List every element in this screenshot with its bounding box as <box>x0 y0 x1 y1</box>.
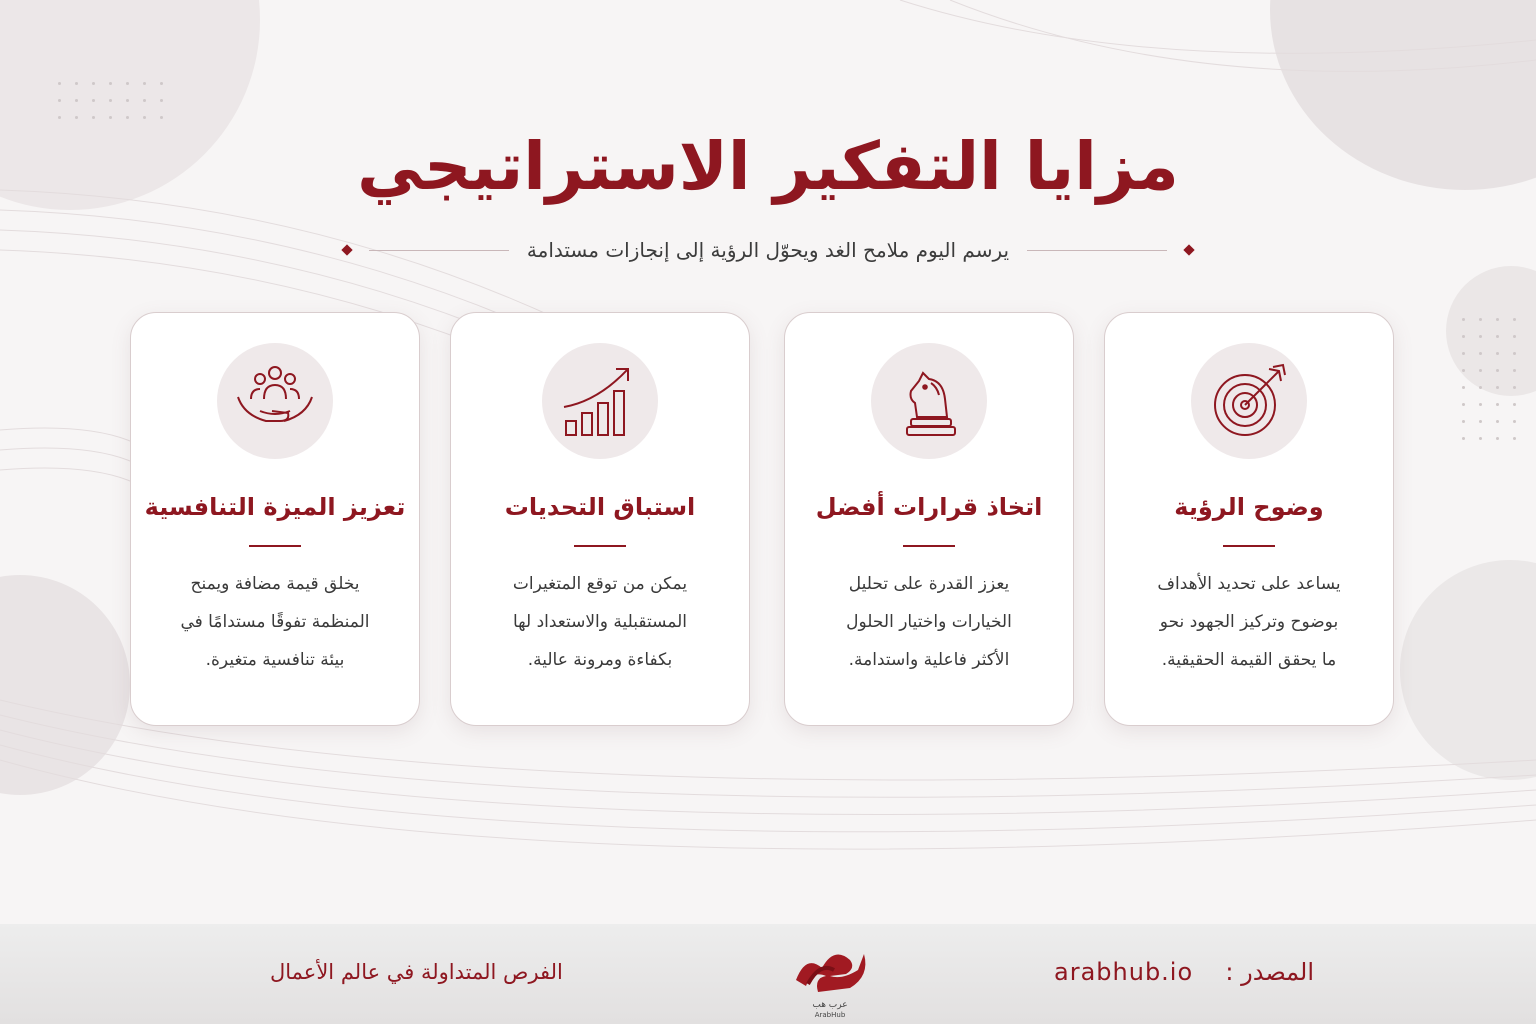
subtitle-row <box>0 232 1536 268</box>
bg-dots-right <box>1462 318 1516 440</box>
footer-tagline: الفرص المتداولة في عالم الأعمال <box>270 960 563 984</box>
card-text-line: بكفاءة ومرونة عالية. <box>527 650 673 670</box>
bg-dots-left <box>58 82 163 119</box>
card-description <box>803 565 1055 679</box>
footer-source-url[interactable]: arabhub.io <box>1054 958 1194 986</box>
card-divider <box>1223 545 1275 547</box>
card-icon-container <box>1191 343 1307 459</box>
card-description <box>149 565 401 679</box>
card-title: تعزيز الميزة التنافسية <box>144 493 406 521</box>
card-icon-container <box>871 343 987 459</box>
growth-chart-icon <box>558 359 642 443</box>
card-better-decisions <box>784 312 1074 726</box>
arabhub-logo-mark <box>790 940 870 1000</box>
card-title: وضوح الرؤية <box>1174 493 1324 521</box>
card-text-line: المستقبلية والاستعداد لها <box>512 612 688 632</box>
card-description <box>469 565 731 679</box>
footer-source-label: المصدر : <box>1225 958 1314 986</box>
card-anticipate-challenges <box>450 312 750 726</box>
card-icon-container <box>542 343 658 459</box>
card-text-line: يساعد على تحديد الأهداف <box>1157 574 1341 594</box>
card-text-line: بوضوح وتركيز الجهود نحو <box>1159 612 1339 632</box>
card-title: استباق التحديات <box>504 493 696 521</box>
card-text-line: يخلق قيمة مضافة ويمنح <box>190 574 360 594</box>
card-text-line: بيئة تنافسية متغيرة. <box>205 650 345 670</box>
card-text-line: الأكثر فاعلية واستدامة. <box>848 650 1010 670</box>
logo-text-ar: عرب هب <box>812 1000 848 1010</box>
chess-knight-icon <box>887 359 971 443</box>
card-vision-clarity <box>1104 312 1394 726</box>
arabhub-logo <box>790 940 870 1020</box>
card-description <box>1123 565 1375 679</box>
card-divider <box>903 545 955 547</box>
card-divider <box>574 545 626 547</box>
card-text-line: يعزز القدرة على تحليل <box>848 574 1010 594</box>
page-title: مزايا التفكير الاستراتيجي <box>357 128 1179 205</box>
card-text-line: يمكن من توقع المتغيرات <box>512 574 688 594</box>
team-hands-icon <box>230 359 320 443</box>
card-text-line: الخيارات واختيار الحلول <box>846 612 1012 632</box>
page-subtitle: يرسم اليوم ملامح الغد ويحوّل الرؤية إلى إنجازات مستدامة <box>526 238 1010 262</box>
card-text-line: ما يحقق القيمة الحقيقية. <box>1161 650 1337 670</box>
card-title: اتخاذ قرارات أفضل <box>815 493 1043 521</box>
subtitle-divider-right <box>1027 250 1167 251</box>
card-icon-container <box>217 343 333 459</box>
card-text-line: المنظمة تفوقًا مستدامًا في <box>180 612 370 632</box>
target-icon <box>1207 359 1291 443</box>
card-divider <box>249 545 301 547</box>
card-competitive-advantage <box>130 312 420 726</box>
diamond-ornament-left <box>341 244 352 255</box>
diamond-ornament-right <box>1183 244 1194 255</box>
subtitle-divider-left <box>369 250 509 251</box>
logo-text-en: ArabHub <box>814 1011 846 1019</box>
